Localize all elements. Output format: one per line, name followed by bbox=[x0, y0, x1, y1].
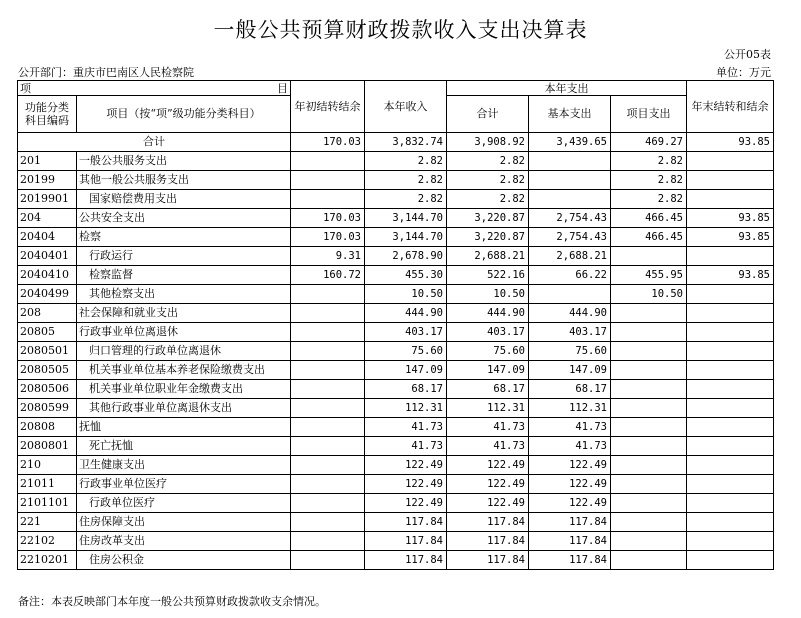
row-project: 466.45 bbox=[611, 228, 687, 247]
row-end bbox=[687, 285, 774, 304]
row-end bbox=[687, 380, 774, 399]
row-begin bbox=[291, 380, 365, 399]
row-begin bbox=[291, 342, 365, 361]
row-end bbox=[687, 247, 774, 266]
row-project: 455.95 bbox=[611, 266, 687, 285]
header-total: 合计 bbox=[447, 96, 529, 133]
row-total: 3,220.87 bbox=[447, 209, 529, 228]
row-begin: 9.31 bbox=[291, 247, 365, 266]
row-code: 2080501 bbox=[18, 342, 77, 361]
row-code: 201 bbox=[18, 152, 77, 171]
row-code: 20199 bbox=[18, 171, 77, 190]
row-income: 444.90 bbox=[365, 304, 447, 323]
row-name: 行政单位医疗 bbox=[77, 494, 291, 513]
header-item: 项目（按“项”级功能分类科目） bbox=[77, 96, 291, 133]
row-begin bbox=[291, 513, 365, 532]
row-total: 444.90 bbox=[447, 304, 529, 323]
row-total: 122.49 bbox=[447, 494, 529, 513]
row-total: 2.82 bbox=[447, 152, 529, 171]
table-row bbox=[18, 361, 774, 380]
total-total: 3,908.92 bbox=[447, 133, 529, 152]
row-income: 122.49 bbox=[365, 475, 447, 494]
row-begin bbox=[291, 361, 365, 380]
table-row bbox=[18, 152, 774, 171]
row-basic: 117.84 bbox=[529, 551, 611, 570]
row-name: 住房保障支出 bbox=[77, 513, 291, 532]
row-project bbox=[611, 304, 687, 323]
row-income: 147.09 bbox=[365, 361, 447, 380]
header-code: 功能分类科目编码 bbox=[18, 96, 77, 133]
row-income: 41.73 bbox=[365, 418, 447, 437]
row-name: 归口管理的行政单位离退休 bbox=[77, 342, 291, 361]
row-project bbox=[611, 418, 687, 437]
row-end bbox=[687, 323, 774, 342]
table-row bbox=[18, 228, 774, 247]
row-project bbox=[611, 475, 687, 494]
row-income: 117.84 bbox=[365, 513, 447, 532]
table-row bbox=[18, 171, 774, 190]
row-basic: 75.60 bbox=[529, 342, 611, 361]
row-basic: 41.73 bbox=[529, 437, 611, 456]
row-begin bbox=[291, 399, 365, 418]
row-project: 466.45 bbox=[611, 209, 687, 228]
row-total: 117.84 bbox=[447, 551, 529, 570]
row-total: 2.82 bbox=[447, 190, 529, 209]
row-total: 10.50 bbox=[447, 285, 529, 304]
form-number: 公开05表 bbox=[724, 48, 771, 61]
row-total: 122.49 bbox=[447, 475, 529, 494]
row-end bbox=[687, 399, 774, 418]
row-code: 20404 bbox=[18, 228, 77, 247]
row-code: 2080801 bbox=[18, 437, 77, 456]
row-begin bbox=[291, 532, 365, 551]
row-begin: 160.72 bbox=[291, 266, 365, 285]
row-total: 112.31 bbox=[447, 399, 529, 418]
row-begin bbox=[291, 171, 365, 190]
row-income: 455.30 bbox=[365, 266, 447, 285]
table-row bbox=[18, 285, 774, 304]
total-begin: 170.03 bbox=[291, 133, 365, 152]
row-basic: 117.84 bbox=[529, 532, 611, 551]
row-begin bbox=[291, 437, 365, 456]
row-income: 122.49 bbox=[365, 494, 447, 513]
total-end: 93.85 bbox=[687, 133, 774, 152]
table-row bbox=[18, 494, 774, 513]
row-begin bbox=[291, 551, 365, 570]
row-total: 147.09 bbox=[447, 361, 529, 380]
table-row bbox=[18, 380, 774, 399]
unit-label: 单位：万元 bbox=[716, 66, 771, 79]
row-total: 41.73 bbox=[447, 437, 529, 456]
table-row bbox=[18, 266, 774, 285]
row-end bbox=[687, 361, 774, 380]
row-name: 机关事业单位职业年金缴费支出 bbox=[77, 380, 291, 399]
row-project bbox=[611, 551, 687, 570]
budget-table bbox=[17, 80, 774, 570]
header-mu: 目 bbox=[277, 81, 288, 95]
row-income: 2,678.90 bbox=[365, 247, 447, 266]
row-end bbox=[687, 304, 774, 323]
table-row bbox=[18, 209, 774, 228]
table-row bbox=[18, 399, 774, 418]
row-name: 其他行政事业单位离退休支出 bbox=[77, 399, 291, 418]
row-end bbox=[687, 494, 774, 513]
row-basic: 66.22 bbox=[529, 266, 611, 285]
row-basic: 122.49 bbox=[529, 475, 611, 494]
row-basic bbox=[529, 171, 611, 190]
row-income: 10.50 bbox=[365, 285, 447, 304]
row-income: 41.73 bbox=[365, 437, 447, 456]
total-project: 469.27 bbox=[611, 133, 687, 152]
row-code: 2040410 bbox=[18, 266, 77, 285]
row-project bbox=[611, 513, 687, 532]
row-end: 93.85 bbox=[687, 209, 774, 228]
row-name: 死亡抚恤 bbox=[77, 437, 291, 456]
row-income: 2.82 bbox=[365, 190, 447, 209]
table-row bbox=[18, 551, 774, 570]
table-row bbox=[18, 190, 774, 209]
row-end bbox=[687, 513, 774, 532]
row-basic: 68.17 bbox=[529, 380, 611, 399]
row-end: 93.85 bbox=[687, 266, 774, 285]
table-row bbox=[18, 532, 774, 551]
row-income: 2.82 bbox=[365, 152, 447, 171]
row-project bbox=[611, 456, 687, 475]
row-end bbox=[687, 152, 774, 171]
row-total: 3,220.87 bbox=[447, 228, 529, 247]
row-project bbox=[611, 380, 687, 399]
row-total: 2,688.21 bbox=[447, 247, 529, 266]
row-end bbox=[687, 342, 774, 361]
header-begin-balance: 年初结转结余 bbox=[291, 81, 365, 133]
row-name: 公共安全支出 bbox=[77, 209, 291, 228]
table-row bbox=[18, 323, 774, 342]
row-begin bbox=[291, 494, 365, 513]
row-total: 75.60 bbox=[447, 342, 529, 361]
row-code: 20808 bbox=[18, 418, 77, 437]
row-basic bbox=[529, 285, 611, 304]
row-name: 检察监督 bbox=[77, 266, 291, 285]
row-begin: 170.03 bbox=[291, 228, 365, 247]
report-title: 一般公共预算财政拨款收入支出决算表 bbox=[213, 18, 588, 42]
row-total: 68.17 bbox=[447, 380, 529, 399]
row-name: 社会保障和就业支出 bbox=[77, 304, 291, 323]
row-code: 2101101 bbox=[18, 494, 77, 513]
row-name: 行政事业单位医疗 bbox=[77, 475, 291, 494]
header-expend-group: 本年支出 bbox=[447, 81, 687, 96]
row-code: 204 bbox=[18, 209, 77, 228]
row-code: 210 bbox=[18, 456, 77, 475]
row-begin bbox=[291, 152, 365, 171]
table-row bbox=[18, 418, 774, 437]
row-project bbox=[611, 532, 687, 551]
row-begin bbox=[291, 190, 365, 209]
row-income: 75.60 bbox=[365, 342, 447, 361]
row-name: 检察 bbox=[77, 228, 291, 247]
header-end-balance: 年末结转和结余 bbox=[687, 81, 774, 133]
table-row bbox=[18, 304, 774, 323]
row-name: 行政运行 bbox=[77, 247, 291, 266]
row-total: 2.82 bbox=[447, 171, 529, 190]
table-row bbox=[18, 475, 774, 494]
row-code: 20805 bbox=[18, 323, 77, 342]
row-name: 一般公共服务支出 bbox=[77, 152, 291, 171]
row-project: 10.50 bbox=[611, 285, 687, 304]
row-income: 122.49 bbox=[365, 456, 447, 475]
row-begin bbox=[291, 285, 365, 304]
row-code: 2019901 bbox=[18, 190, 77, 209]
row-name: 抚恤 bbox=[77, 418, 291, 437]
row-basic: 122.49 bbox=[529, 494, 611, 513]
row-name: 行政事业单位离退休 bbox=[77, 323, 291, 342]
row-basic: 2,754.43 bbox=[529, 209, 611, 228]
row-name: 国家赔偿费用支出 bbox=[77, 190, 291, 209]
row-income: 112.31 bbox=[365, 399, 447, 418]
row-total: 41.73 bbox=[447, 418, 529, 437]
row-begin bbox=[291, 323, 365, 342]
row-project bbox=[611, 361, 687, 380]
header-basic: 基本支出 bbox=[529, 96, 611, 133]
row-basic: 117.84 bbox=[529, 513, 611, 532]
row-code: 2040499 bbox=[18, 285, 77, 304]
row-name: 卫生健康支出 bbox=[77, 456, 291, 475]
row-end bbox=[687, 190, 774, 209]
row-project bbox=[611, 323, 687, 342]
row-end bbox=[687, 551, 774, 570]
row-end bbox=[687, 532, 774, 551]
row-basic: 41.73 bbox=[529, 418, 611, 437]
row-code: 2080505 bbox=[18, 361, 77, 380]
row-name: 其他检察支出 bbox=[77, 285, 291, 304]
row-code: 2210201 bbox=[18, 551, 77, 570]
header-income: 本年收入 bbox=[365, 81, 447, 133]
row-basic: 403.17 bbox=[529, 323, 611, 342]
row-total: 522.16 bbox=[447, 266, 529, 285]
row-basic: 2,754.43 bbox=[529, 228, 611, 247]
row-total: 122.49 bbox=[447, 456, 529, 475]
row-income: 117.84 bbox=[365, 551, 447, 570]
row-code: 2040401 bbox=[18, 247, 77, 266]
row-basic bbox=[529, 190, 611, 209]
footnote: 备注：本表反映部门本年度一般公共预算财政拨款收支余情况。 bbox=[18, 595, 326, 608]
row-project bbox=[611, 494, 687, 513]
row-project: 2.82 bbox=[611, 190, 687, 209]
row-begin bbox=[291, 456, 365, 475]
total-label: 合计 bbox=[18, 133, 291, 152]
row-name: 住房公积金 bbox=[77, 551, 291, 570]
row-end bbox=[687, 418, 774, 437]
row-basic bbox=[529, 152, 611, 171]
table-row bbox=[18, 247, 774, 266]
row-income: 117.84 bbox=[365, 532, 447, 551]
row-begin bbox=[291, 475, 365, 494]
table-row bbox=[18, 456, 774, 475]
header-project: 项目支出 bbox=[611, 96, 687, 133]
row-income: 3,144.70 bbox=[365, 209, 447, 228]
row-income: 3,144.70 bbox=[365, 228, 447, 247]
header-xiang: 项 bbox=[20, 81, 31, 95]
row-total: 117.84 bbox=[447, 513, 529, 532]
row-project bbox=[611, 437, 687, 456]
row-income: 2.82 bbox=[365, 171, 447, 190]
row-project bbox=[611, 342, 687, 361]
row-project bbox=[611, 247, 687, 266]
row-code: 221 bbox=[18, 513, 77, 532]
row-begin bbox=[291, 304, 365, 323]
total-income: 3,832.74 bbox=[365, 133, 447, 152]
row-code: 21011 bbox=[18, 475, 77, 494]
table-row bbox=[18, 437, 774, 456]
row-code: 208 bbox=[18, 304, 77, 323]
row-income: 68.17 bbox=[365, 380, 447, 399]
row-total: 403.17 bbox=[447, 323, 529, 342]
row-total: 117.84 bbox=[447, 532, 529, 551]
row-basic: 112.31 bbox=[529, 399, 611, 418]
row-end bbox=[687, 437, 774, 456]
row-code: 22102 bbox=[18, 532, 77, 551]
row-end bbox=[687, 475, 774, 494]
row-begin bbox=[291, 418, 365, 437]
row-code: 2080506 bbox=[18, 380, 77, 399]
row-basic: 2,688.21 bbox=[529, 247, 611, 266]
table-row bbox=[18, 513, 774, 532]
row-begin: 170.03 bbox=[291, 209, 365, 228]
row-project: 2.82 bbox=[611, 152, 687, 171]
row-project: 2.82 bbox=[611, 171, 687, 190]
row-basic: 122.49 bbox=[529, 456, 611, 475]
total-basic: 3,439.65 bbox=[529, 133, 611, 152]
row-project bbox=[611, 399, 687, 418]
row-end bbox=[687, 171, 774, 190]
row-basic: 147.09 bbox=[529, 361, 611, 380]
table-row bbox=[18, 342, 774, 361]
row-name: 其他一般公共服务支出 bbox=[77, 171, 291, 190]
row-end bbox=[687, 456, 774, 475]
row-name: 机关事业单位基本养老保险缴费支出 bbox=[77, 361, 291, 380]
row-income: 403.17 bbox=[365, 323, 447, 342]
row-code: 2080599 bbox=[18, 399, 77, 418]
total-row bbox=[18, 133, 774, 152]
row-name: 住房改革支出 bbox=[77, 532, 291, 551]
row-end: 93.85 bbox=[687, 228, 774, 247]
row-basic: 444.90 bbox=[529, 304, 611, 323]
department-label: 公开部门：重庆市巴南区人民检察院 bbox=[18, 66, 194, 79]
